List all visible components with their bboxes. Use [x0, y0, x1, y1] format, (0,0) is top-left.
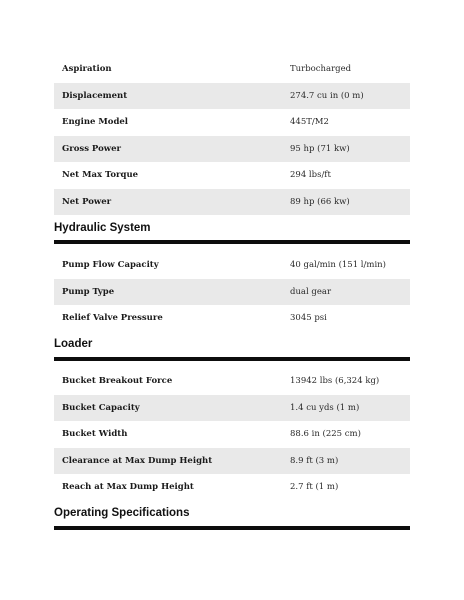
spec-row-net-max-torque	[54, 162, 410, 189]
spec-label: Pump Type	[62, 286, 115, 297]
spec-row-bucket-width	[54, 421, 410, 448]
section-divider	[54, 357, 410, 361]
section-title-hydraulic: Hydraulic System	[54, 222, 151, 234]
spec-row-pump-flow	[54, 252, 410, 279]
spec-label: Aspiration	[62, 64, 112, 75]
spec-row-net-power	[54, 189, 410, 216]
spec-value: 294 lbs/ft	[290, 170, 331, 181]
spec-label: Net Power	[62, 196, 112, 207]
spec-label: Bucket Breakout Force	[62, 376, 173, 387]
loader-spec-table	[54, 368, 410, 501]
spec-row-bucket-capacity	[54, 395, 410, 422]
spec-value: 40 gal/min (151 l/min)	[290, 260, 386, 271]
spec-value: 8.9 ft (3 m)	[290, 455, 339, 466]
spec-label: Net Max Torque	[62, 170, 139, 181]
spec-label: Gross Power	[62, 143, 121, 154]
hydraulic-spec-table	[54, 252, 410, 332]
spec-row-dump-reach	[54, 474, 410, 501]
spec-value: dual gear	[290, 286, 332, 297]
spec-label: Pump Flow Capacity	[62, 260, 159, 271]
spec-row-pump-type	[54, 279, 410, 306]
spec-label: Bucket Capacity	[62, 402, 140, 413]
spec-value: 2.7 ft (1 m)	[290, 482, 339, 493]
section-title-operating: Operating Specifications	[54, 507, 190, 519]
spec-value: 1.4 cu yds (1 m)	[290, 402, 360, 413]
section-divider	[54, 526, 410, 530]
spec-value: 88.6 in (225 cm)	[290, 429, 361, 440]
spec-row-relief-valve	[54, 305, 410, 332]
spec-value: 3045 psi	[290, 313, 327, 324]
engine-spec-table	[54, 56, 410, 215]
spec-label: Clearance at Max Dump Height	[62, 455, 213, 466]
spec-value: 274.7 cu in (0 m)	[290, 90, 364, 101]
spec-value: Turbocharged	[290, 64, 352, 75]
spec-label: Relief Valve Pressure	[62, 313, 163, 324]
spec-row-dump-clearance	[54, 448, 410, 475]
spec-label: Displacement	[62, 90, 128, 101]
spec-row-engine-model	[54, 109, 410, 136]
spec-label: Bucket Width	[62, 429, 128, 440]
spec-value: 445T/M2	[290, 117, 329, 128]
spec-value: 95 hp (71 kw)	[290, 143, 350, 154]
section-title-loader: Loader	[54, 338, 93, 350]
spec-label: Reach at Max Dump Height	[62, 482, 194, 493]
spec-value: 13942 lbs (6,324 kg)	[290, 376, 380, 387]
spec-row-breakout-force	[54, 368, 410, 395]
spec-row-displacement	[54, 83, 410, 110]
spec-label: Engine Model	[62, 117, 129, 128]
section-divider	[54, 240, 410, 244]
spec-row-gross-power	[54, 136, 410, 163]
spec-value: 89 hp (66 kw)	[290, 196, 350, 207]
spec-row-aspiration	[54, 56, 410, 83]
